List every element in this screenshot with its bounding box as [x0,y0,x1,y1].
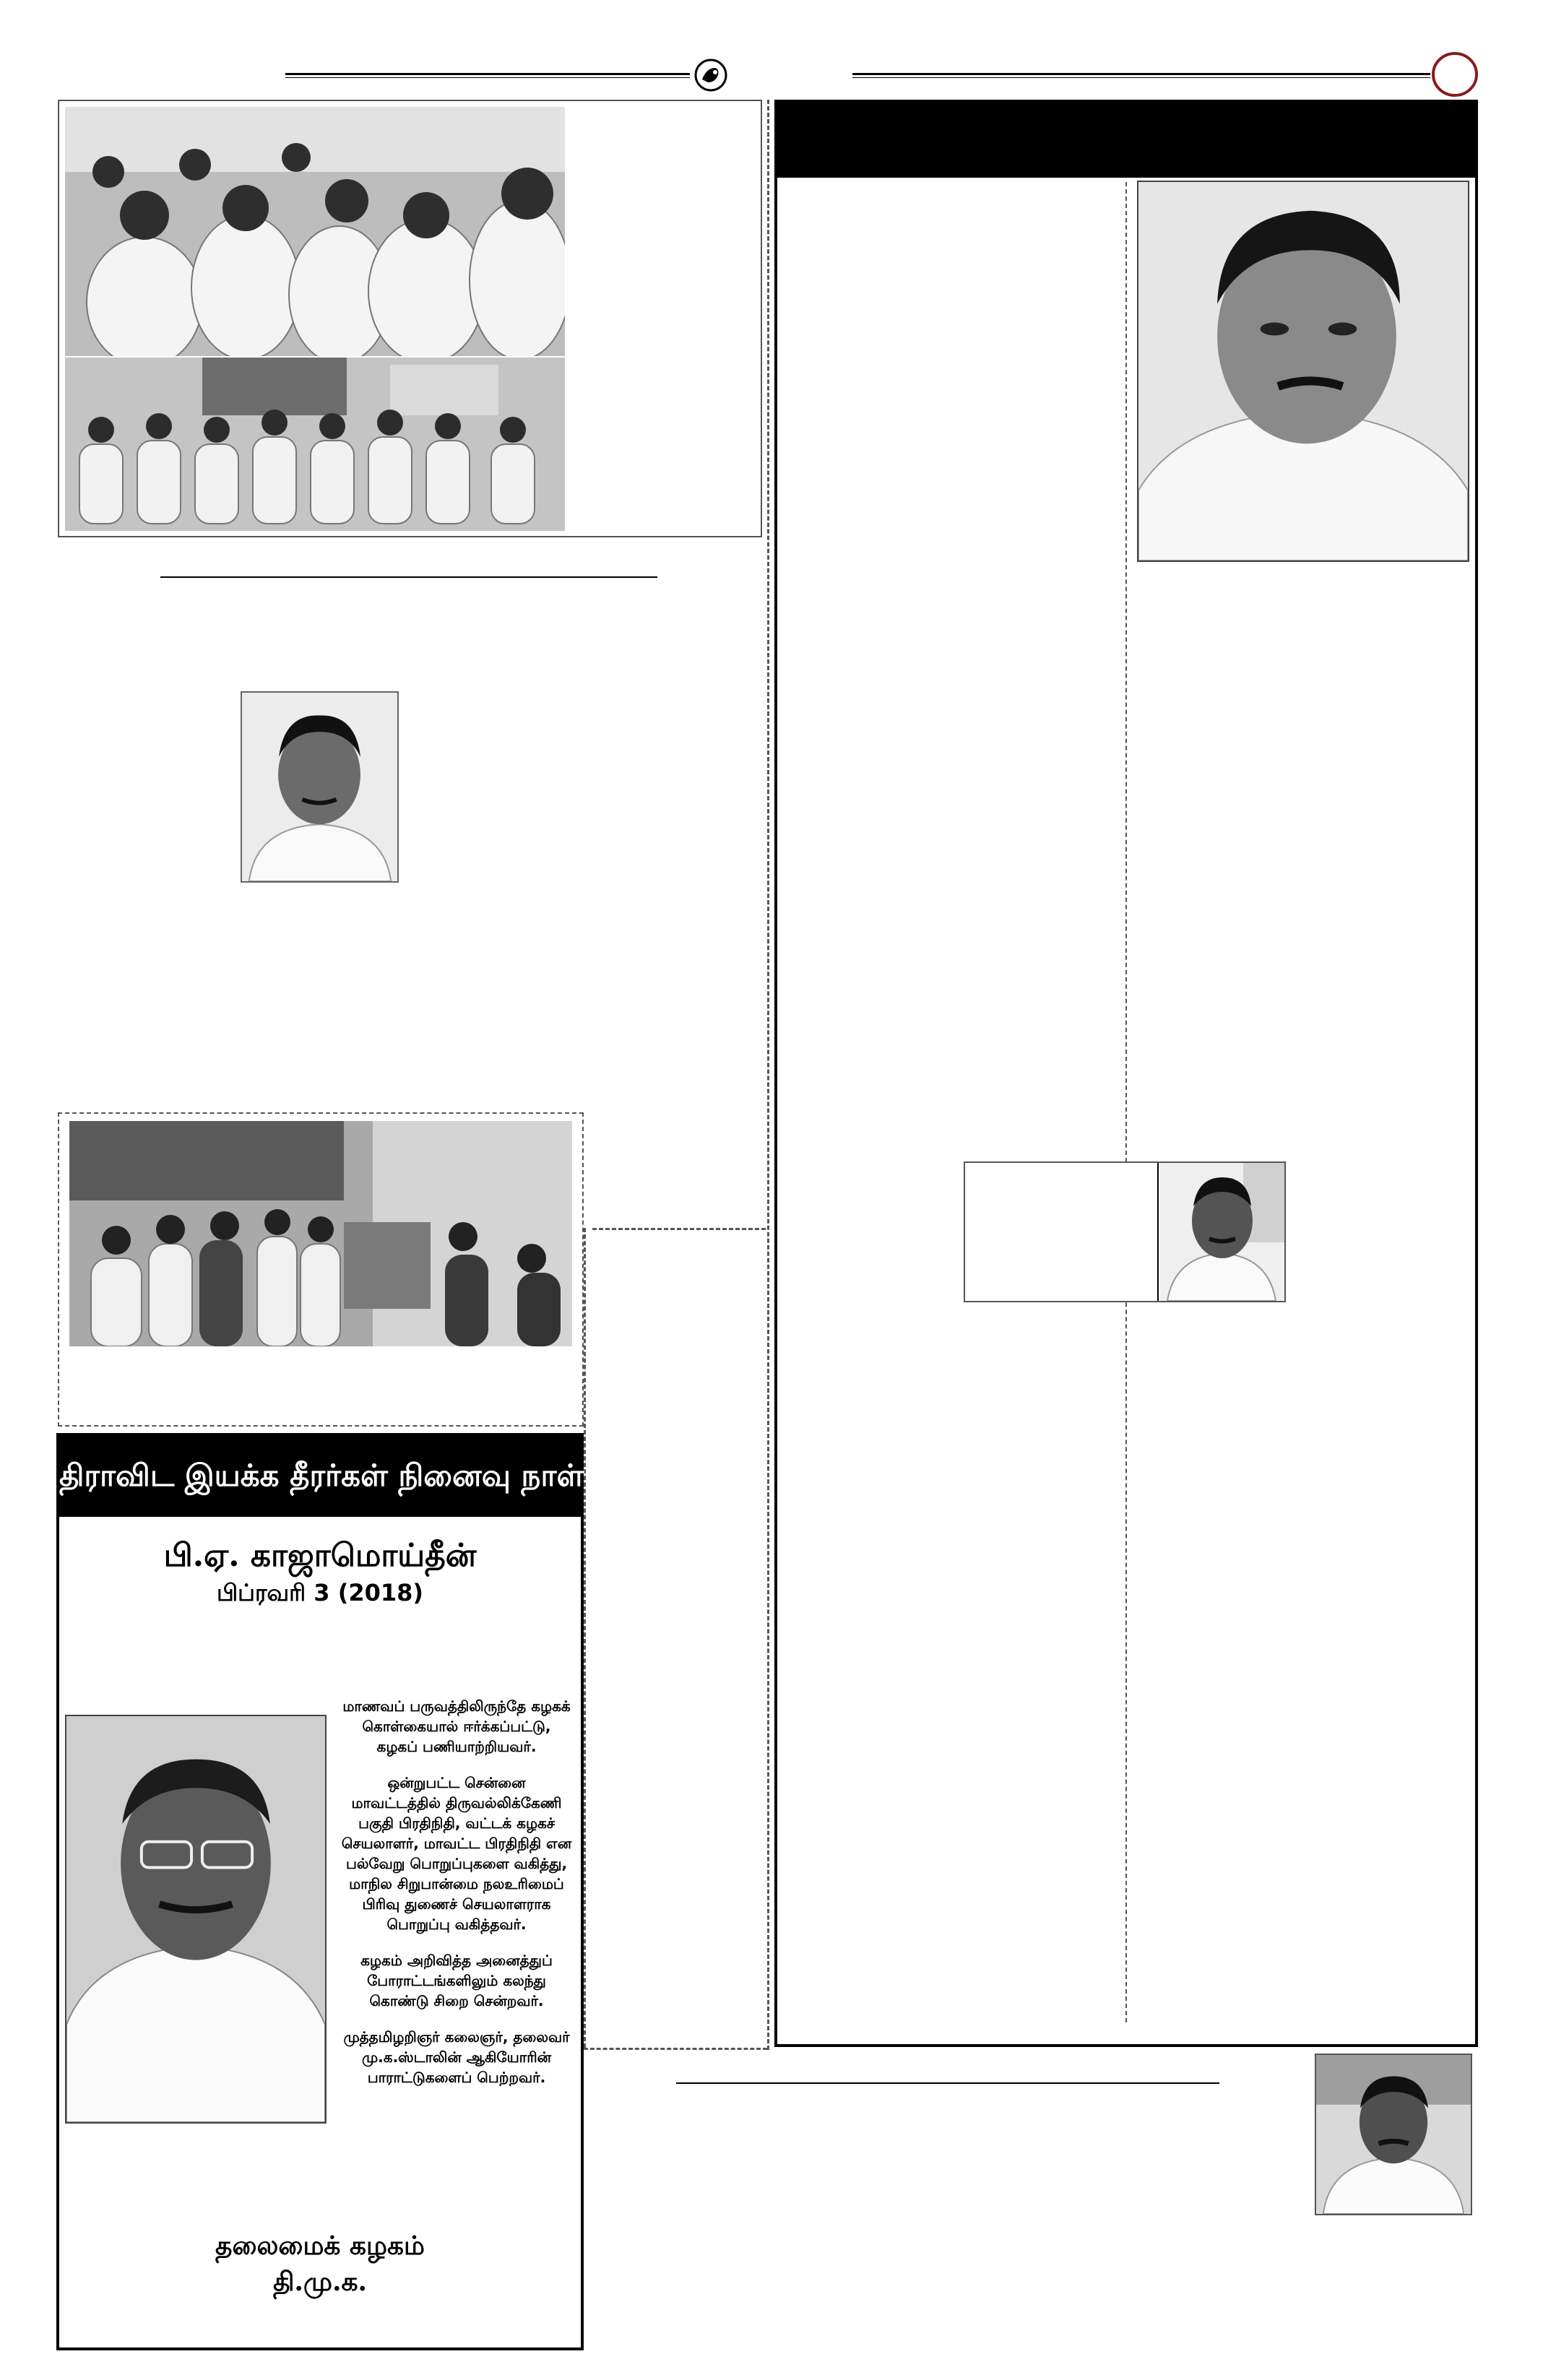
rising-sun-emblem-icon [693,58,728,92]
group-meeting-photo [65,107,565,356]
seated-group-photo [65,358,565,531]
leader-portrait [241,691,399,883]
memorial-date: பிப்ரவரி 3 (2018) [216,1579,424,1606]
memorial-bio [341,1696,572,2103]
bio-paragraph-3: கழகம் அறிவித்த அனைத்துப் போராட்டங்களிலும் கலந்து கொண்டு சிறை சென்றவர். [360,1952,553,2009]
bottom-right-portrait [1315,2054,1472,2215]
divider-rule-left [160,576,657,578]
bio-paragraph-1: மாணவப் பருவத்திலிருந்தே கழகக் கொள்கையால் ஈர்க்கப்பட்டு, கழகப் பணியாற்றியவர். [342,1697,571,1755]
center-bottom-hrule [584,2048,767,2050]
header-rule-right [852,73,1430,75]
bio-paragraph-2: ஒன்றுபட்ட சென்னை மாவட்டத்தில் திருவல்லிக்கேணி பகுதி பிரதிநிதி, வட்டக் கழகச் செயலாளர், மாவட்ட பிரதிநிதி என பல்வேறு பொறுப்புகளை வகித்து, மாநில சிறுபான்மை நலஉரிமைப் பிரிவு துணைச் செயலாளராக பொறுப்பு வகித்தவர். [341,1774,572,1933]
memorial-portrait [65,1715,327,2124]
center-column-separator [767,100,769,2050]
memorial-banner [59,1436,584,1517]
page-circle-icon [1430,51,1479,98]
left-column-hrule [592,1228,766,1230]
signature-line-1: தலைமைக் கழகம் [215,2230,425,2261]
inset-box-divider [1157,1163,1159,1301]
bio-paragraph-4: முத்தமிழறிஞர் கலைஞர், தலைவர் மு.க.ஸ்டாலின் ஆகியோரின் பாராட்டுகளைப் பெற்றவர். [343,2028,570,2086]
right-column-separator [1125,182,1127,2022]
memorial-banner-title: திராவிட இயக்க தீரர்கள் நினைவு நாள் [59,1458,584,1493]
memorial-name: பி.ஏ. காஜாமொய்தீன் [163,1537,477,1574]
header-rule-right-thin [852,77,1430,78]
header-rule-left [285,73,690,75]
bottom-divider-rule [676,2082,1219,2084]
left-column-separator [584,1228,586,2048]
inset-portrait [1160,1163,1284,1301]
right-article-header-bar [777,103,1475,178]
memorial-notice [56,1433,584,2350]
header-rule-left-thin [285,77,690,78]
floral-tribute-photo [69,1121,572,1346]
signature-line-2: தி.மு.க. [272,2267,368,2297]
leader-large-portrait [1137,181,1469,562]
